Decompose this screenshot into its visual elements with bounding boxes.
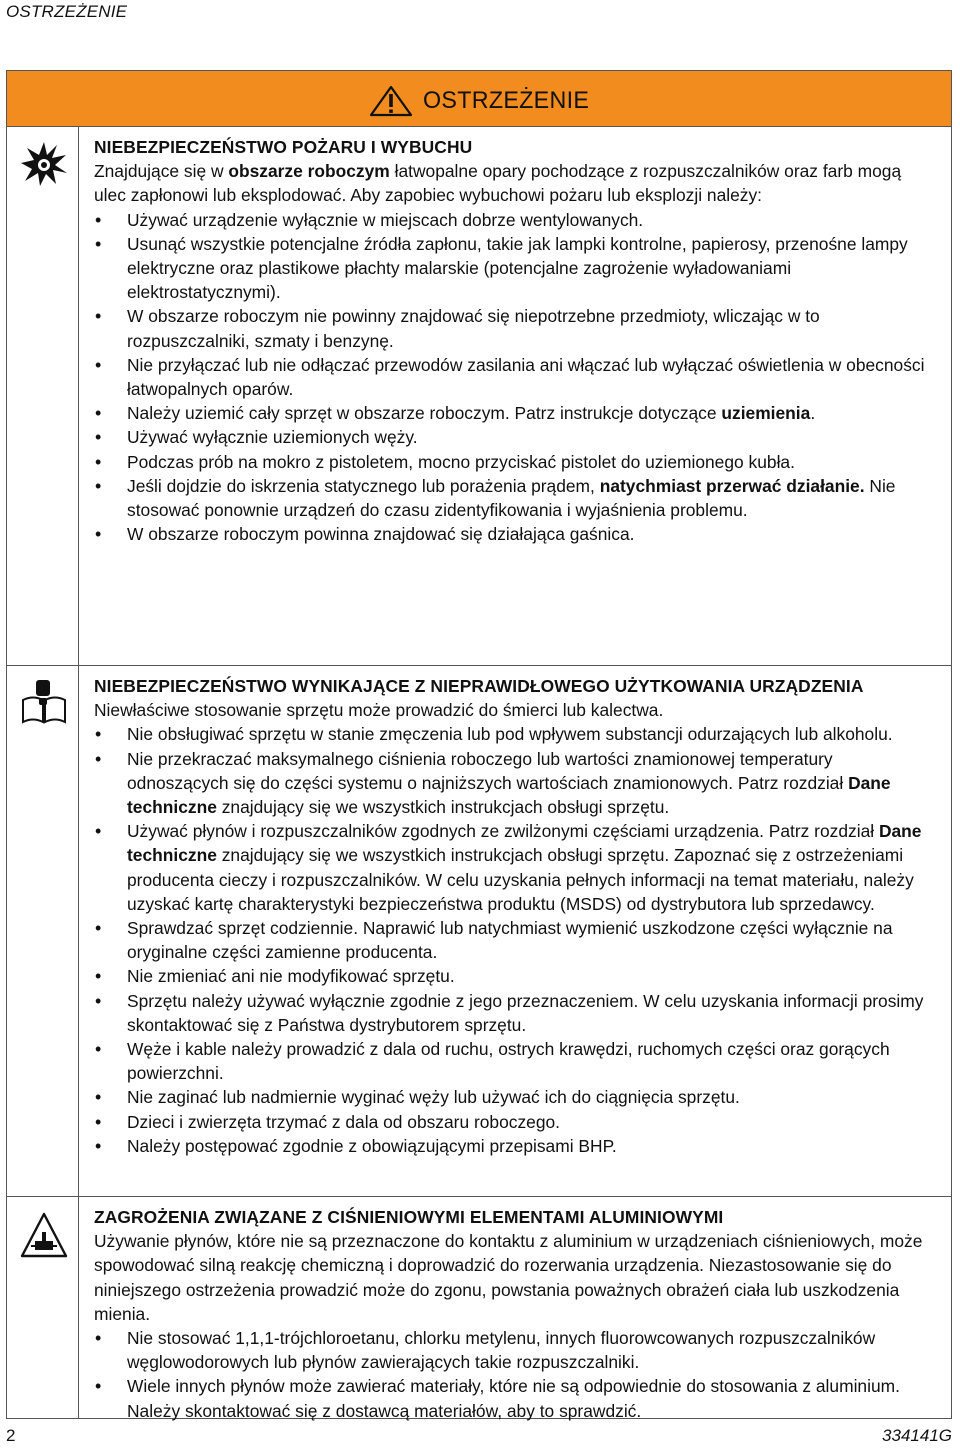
section-title: NIEBEZPIECZEŃSTWO POŻARU I WYBUCHU xyxy=(94,137,473,157)
bold-text: Dane techniczne xyxy=(127,821,922,866)
section-title: NIEBEZPIECZEŃSTWO WYNIKAJĄCE Z NIEPRAWIDŁOWEGO UŻYTKOWANIA URZĄDZENIA xyxy=(94,676,864,696)
page-number: 2 xyxy=(6,1426,16,1445)
bullet-item xyxy=(94,1374,929,1422)
text-run: Nie przekraczać maksymalnego ciśnienia roboczego lub wartości znamionowej temperatury odnoszących się do części systemu o najniższych wartościach znamionowych. Patrz rozdział xyxy=(127,748,849,793)
warning-triangle-icon xyxy=(369,85,413,117)
bullet-item xyxy=(94,353,929,401)
running-header: OSTRZEŻENIE xyxy=(6,2,128,21)
bullet-item xyxy=(94,474,929,522)
text-run: . xyxy=(810,403,816,424)
text-run: Podczas prób na mokro z pistoletem, mocno przyciskać pistolet do uziemionego kubła. xyxy=(127,451,795,472)
text-run: Niewłaściwe stosowanie sprzętu może prowadzić do śmierci lub kalectwa. xyxy=(94,700,664,721)
text-run: łatwopalne opary pochodzące z rozpuszczalników oraz farb mogą ulec zapłonowi lub eksplodować. Aby zapobiec wybuchowi pożaru lub eksplozji należy: xyxy=(94,161,902,206)
bullet-item xyxy=(94,450,929,474)
fire-explosion-text xyxy=(94,135,929,546)
text-run: Używać urządzenie wyłącznie w miejscach dobrze wentylowanych. xyxy=(127,209,644,230)
bullet-item xyxy=(94,1037,929,1085)
banner-inner xyxy=(369,85,594,117)
fire-explosion-section xyxy=(7,127,951,665)
text-run: Nie stosować ponownie urządzeń do czasu zidentyfikowania i wyjaśnienia problemu. xyxy=(127,475,896,521)
manual-warning-icon xyxy=(19,678,69,728)
text-run: Nie zaginać lub nadmiernie wyginać węży lub używać ich do ciągnięcia sprzętu. xyxy=(127,1087,740,1108)
text-run: Używać płynów i rozpuszczalników zgodnych ze zwilżonymi częściami urządzenia. Patrz rozdział xyxy=(127,821,879,842)
aluminum-pressure-text xyxy=(94,1205,929,1423)
bullet-item xyxy=(94,1326,929,1374)
bold-text: Dane techniczne xyxy=(127,772,891,818)
equipment-misuse-section xyxy=(7,665,951,1197)
bold-text: natychmiast przerwać działanie. xyxy=(599,475,865,496)
text-run: Znajdujące się w xyxy=(94,161,229,182)
bullet-item xyxy=(94,989,929,1037)
text-run: Węże i kable należy prowadzić z dala od ruchu, ostrych krawędzi, ruchomych części oraz gorących powierzchni. xyxy=(127,1039,890,1084)
bullet-list xyxy=(94,722,929,1158)
text-run: Sprzętu należy używać wyłącznie zgodnie z jego przeznaczeniem. W celu uzyskania informacji prosimy skontaktować się z Państwa dystrybutorem sprzętu. xyxy=(127,990,924,1035)
section-intro xyxy=(94,1229,929,1326)
bullet-item xyxy=(94,819,929,916)
bullet-item xyxy=(94,964,929,988)
text-run: Wiele innych płynów może zawierać materiały, które nie są odpowiednie do stosowania z aluminium. Należy skontaktować się z dostawcą materiałów, aby to sprawdzić. xyxy=(127,1376,900,1421)
text-run: Jeśli dojdzie do iskrzenia statycznego lub porażenia prądem, xyxy=(127,475,600,496)
text-run: Używać wyłącznie uziemionych węży. xyxy=(127,427,418,448)
text-run: Nie zmieniać ani nie modyfikować sprzętu. xyxy=(127,966,455,987)
warning-banner xyxy=(7,71,951,127)
bullet-item xyxy=(94,916,929,964)
text-run: W obszarze roboczym powinna znajdować się działająca gaśnica. xyxy=(127,524,635,545)
bullet-item xyxy=(94,747,929,820)
bullet-item xyxy=(94,1085,929,1109)
pressurized-aluminum-icon xyxy=(19,1211,69,1261)
warning-table xyxy=(6,70,952,1419)
bullet-list xyxy=(94,208,929,547)
document-code: 334141G xyxy=(882,1426,952,1445)
section-title: ZAGROŻENIA ZWIĄZANE Z CIŚNIENIOWYMI ELEMENTAMI ALUMINIOWYMI xyxy=(94,1207,724,1227)
bullet-item xyxy=(94,1134,929,1158)
text-run: Dzieci i zwierzęta trzymać z dala od obszaru roboczego. xyxy=(127,1111,561,1132)
banner-title: OSTRZEŻENIE xyxy=(423,87,590,114)
text-run: Nie stosować 1,1,1-trójchloroetanu, chlorku metylenu, innych fluorowcowanych rozpuszczalników węglowodorowych lub płynów zawierających takie rozpuszczalniki. xyxy=(127,1328,876,1373)
bullet-item xyxy=(94,208,929,232)
text-run: Używanie płynów, które nie są przeznaczone do kontaktu z aluminium w urządzeniach ciśnieniowych, może spowodować silną reakcję chemiczną i doprowadzić do rozerwania urządzenia. Niezastosowanie się do niniejszego ostrzeżenia prowadzić może do zgonu, powstania poważnych obrażeń ciała lub uszkodzenia mienia. xyxy=(94,1231,923,1324)
explosion-icon xyxy=(19,139,69,189)
bullet-item xyxy=(94,304,929,352)
bullet-item xyxy=(94,425,929,449)
section-intro xyxy=(94,698,929,722)
bullet-list xyxy=(94,1326,929,1423)
text-run: Należy uziemić cały sprzęt w obszarze roboczym. Patrz instrukcje dotyczące xyxy=(127,403,722,424)
bold-text: obszarze roboczym xyxy=(228,161,390,182)
bullet-item xyxy=(94,401,929,425)
bullet-item xyxy=(94,722,929,746)
bullet-item xyxy=(94,522,929,546)
text-run: Należy postępować zgodnie z obowiązującymi przepisami BHP. xyxy=(127,1135,617,1156)
bullet-item xyxy=(94,232,929,305)
text-run: Nie przyłączać lub nie odłączać przewodów zasilania ani włączać lub wyłączać oświetlenia w obecności łatwopalnych oparów. xyxy=(127,354,925,400)
text-run: Usunąć wszystkie potencjalne źródła zapłonu, takie jak lampki kontrolne, papierosy, przenośne lampy elektryczne oraz plastikowe płachty malarskie (potencjalne zagrożenie wyładowaniami elektrostatycznymi). xyxy=(127,233,908,303)
equipment-misuse-text xyxy=(94,674,929,1158)
aluminum-pressure-section xyxy=(7,1196,951,1420)
bullet-item xyxy=(94,1110,929,1134)
text-run: W obszarze roboczym nie powinny znajdować się niepotrzebne przedmioty, wliczając w to rozpuszczalniki, szmaty i benzynę. xyxy=(127,306,820,351)
text-run: znajdujący się we wszystkich instrukcjach obsługi sprzętu. xyxy=(216,797,670,818)
text-run: Sprawdzać sprzęt codziennie. Naprawić lub natychmiast wymienić uszkodzone części wyłącznie na oryginalne części zamienne producenta. xyxy=(127,918,893,963)
text-run: Nie obsługiwać sprzętu w stanie zmęczenia lub pod wpływem substancji odurzających lub alkoholu. xyxy=(127,724,893,745)
bold-text: uziemienia xyxy=(721,403,811,424)
text-run: znajdujący się we wszystkich instrukcjach obsługi sprzętu. Zapoznać się z ostrzeżeniami producenta cieczy i rozpuszczalników. W celu uzyskania pełnych informacji na temat materiału, należy uzyskać kartę charakterystyki bezpieczeństwa produktu (MSDS) od dystrybutora lub sprzedawcy. xyxy=(127,845,914,914)
section-intro xyxy=(94,159,929,207)
